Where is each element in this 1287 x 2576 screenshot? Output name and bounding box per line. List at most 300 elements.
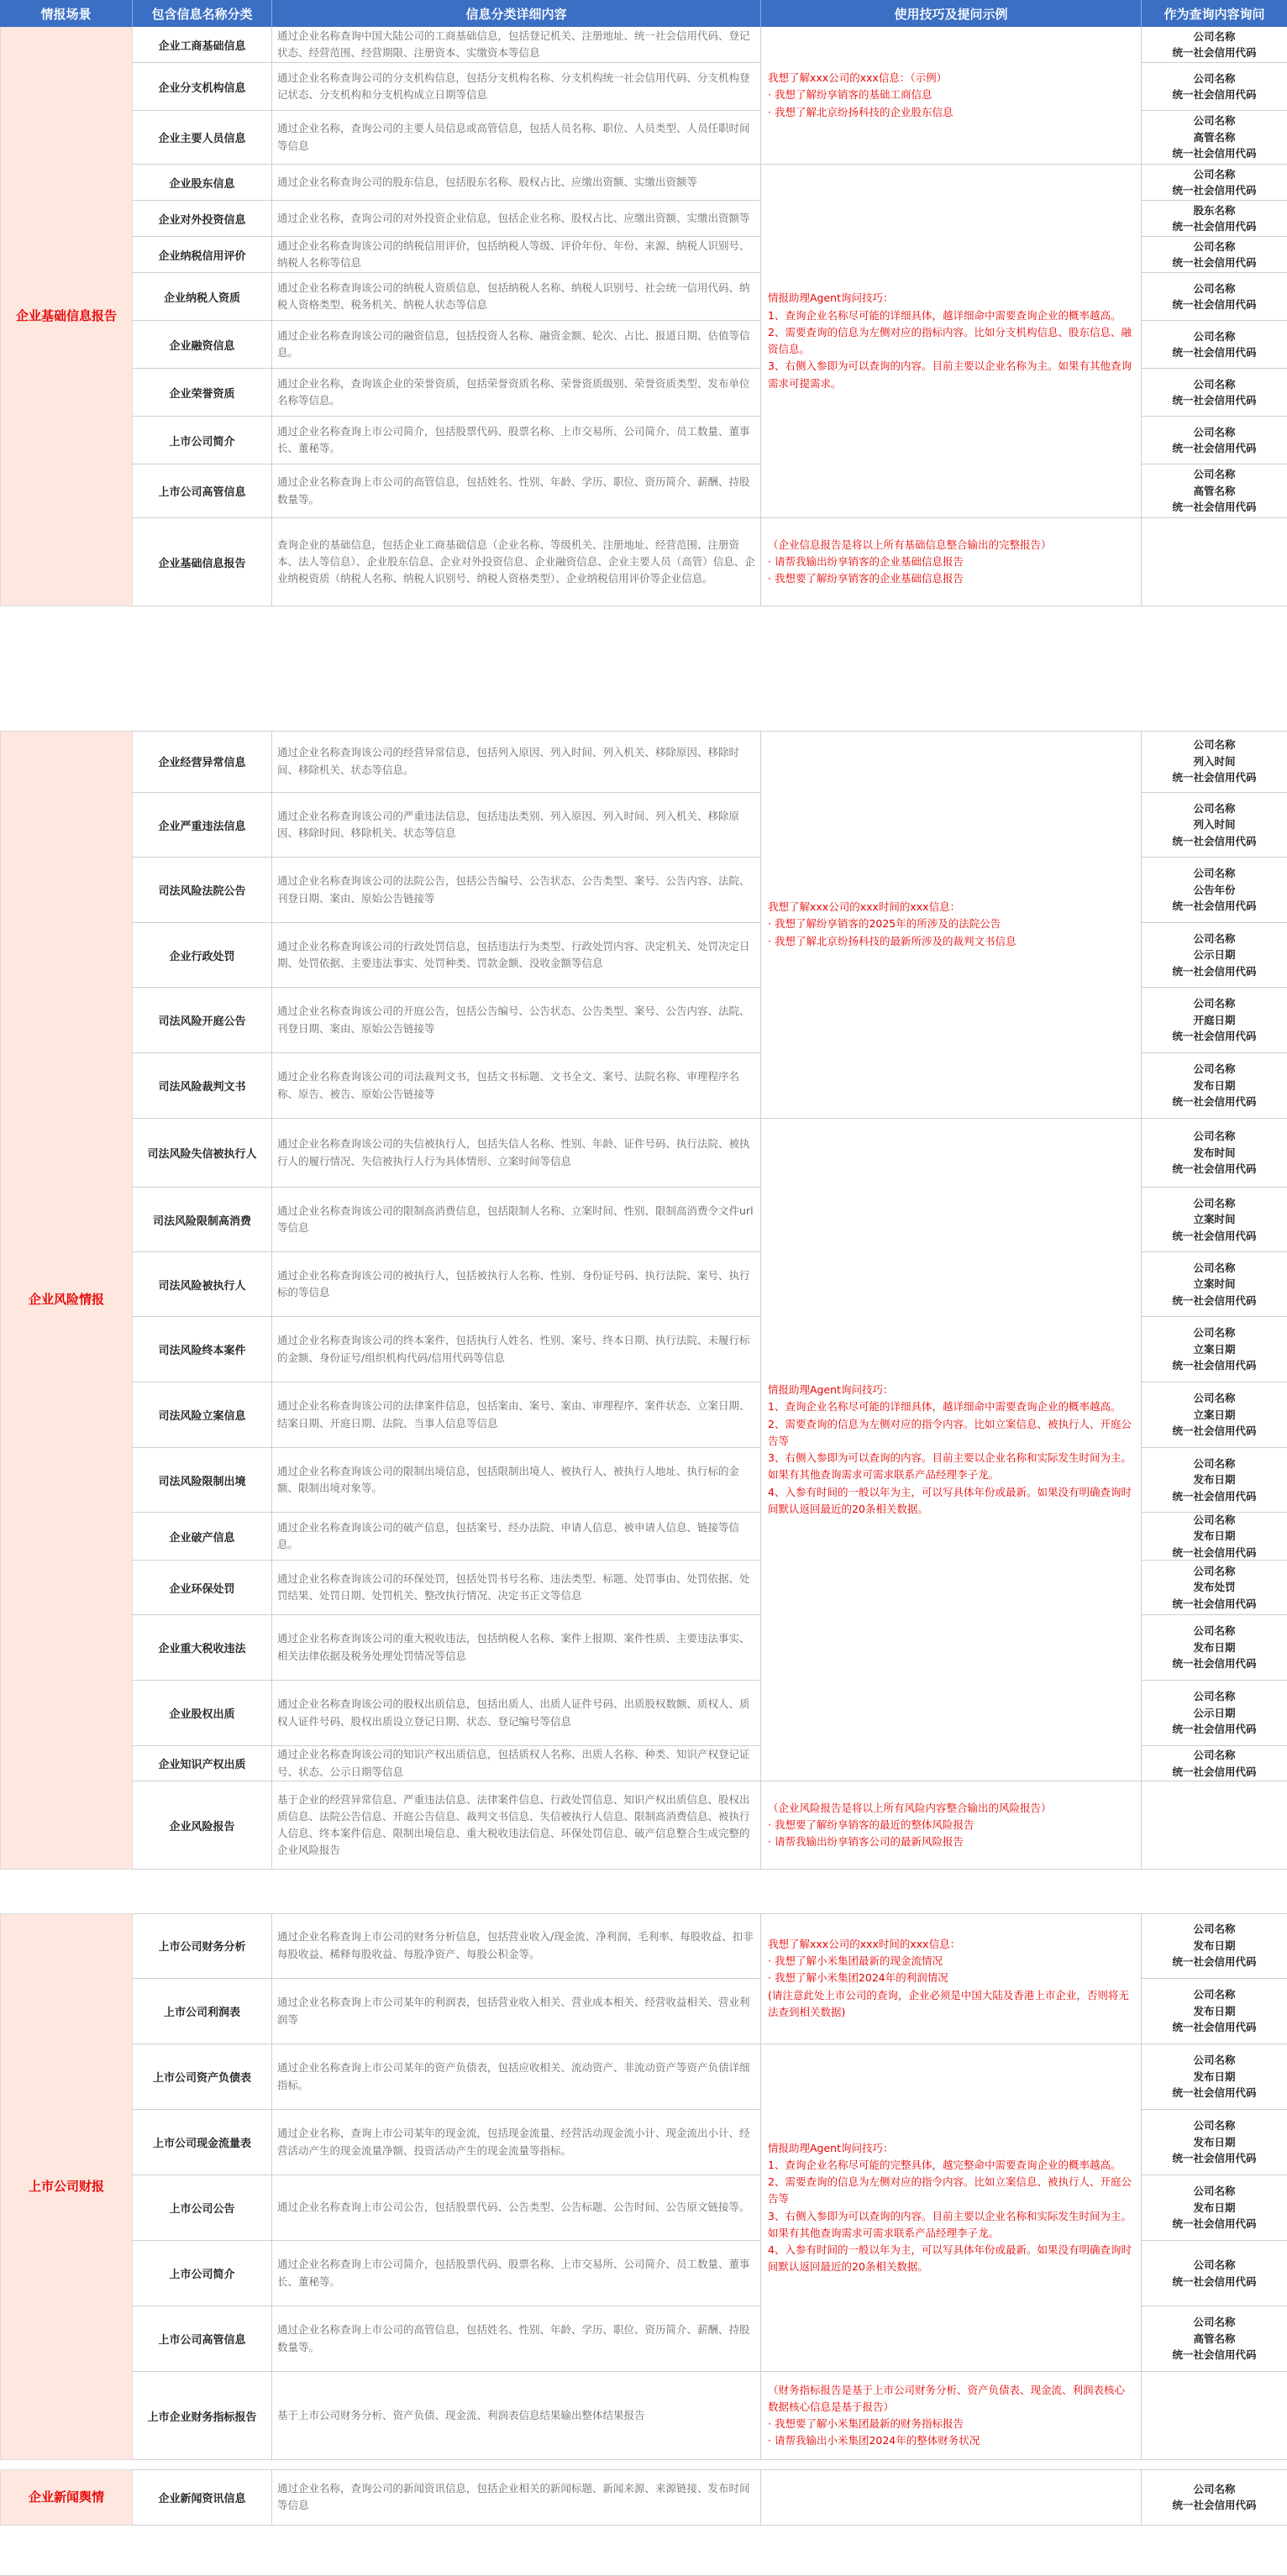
header-category: 包含信息名称分类 [133, 0, 272, 27]
category-detail [272, 417, 761, 464]
tip-line: · 我想要了解纷享销客的企业基础信息报告 [768, 572, 964, 585]
query-field-item: 立案日期 [1193, 1408, 1236, 1421]
query-fields [1142, 731, 1287, 793]
usage-tips [761, 1119, 1142, 1781]
tip-line: 我想了解xxx公司的xxx时间的xxx信息： [768, 1937, 961, 1950]
query-field-item: 发布日期 [1193, 2135, 1236, 2148]
category-detail [272, 111, 761, 165]
category-label: 企业严重违法信息 [158, 820, 246, 833]
query-field-item: 公司名称 [1193, 1749, 1236, 1762]
query-field-item: 立案时间 [1193, 1213, 1236, 1226]
query-fields [1142, 923, 1287, 988]
category-detail [272, 1513, 761, 1561]
query-fields [1142, 2469, 1287, 2526]
detail-text: 通过企业名称查询该公司的限制出境信息，包括限制出境人、被执行人、被执行人地址、执行标的金额、限制出境对象等。 [277, 1464, 740, 1494]
detail-text: 通过企业名称，查询上市公司某年的现金流，包括现金流量、经营活动现金流小计、现金流出小计、经营活动产生的现金流量净额、投资活动产生的现金流量等指标。 [277, 2127, 750, 2157]
query-field-item: 公司名称 [1193, 468, 1236, 481]
query-field-item: 公告年份 [1193, 883, 1236, 896]
category-label: 企业对外投资信息 [158, 213, 246, 227]
detail-text: 通过企业名称，查询该企业的荣誉资质，包括荣誉资质名称、荣誉资质级别、荣誉资质类型、发布单位名称等信息。 [277, 376, 750, 407]
category-name [133, 2110, 272, 2175]
category-name [133, 2175, 272, 2241]
query-fields [1142, 1188, 1287, 1252]
query-field-item: 统一社会信用代码 [1172, 1424, 1257, 1438]
query-fields [1142, 2110, 1287, 2175]
detail-text: 通过企业名称查询上市公司的高管信息，包括姓名、性别、年龄、学历、职位、资历简介、薪酬、持股数量等。 [277, 2323, 750, 2353]
tip-line: 3、右侧入参即为可以查询的内容。目前主要以企业名称和实际发生时间为主。如果有其他查询需求可需求联系产品经理李子龙。 [768, 2209, 1132, 2239]
query-field-item: 发布日期 [1193, 1473, 1236, 1487]
category-name [133, 2044, 272, 2110]
category-label: 上市公司公告 [169, 2203, 235, 2216]
query-fields [1142, 518, 1287, 606]
query-field-item: 公司名称 [1193, 281, 1236, 295]
category-detail [272, 1119, 761, 1188]
tip-line: · 请帮我输出小米集团2024年的整体财务状况 [768, 2434, 980, 2447]
category-name [133, 2469, 272, 2526]
tip-block [768, 1800, 1134, 1851]
category-label: 上市公司资产负债表 [152, 2072, 251, 2085]
category-name [133, 1053, 272, 1119]
category-name [133, 793, 272, 858]
scene-title: 企业风险情报 [28, 1292, 104, 1308]
detail-text: 通过企业名称查询该公司的法院公告，包括公告编号、公告状态、公告类型、案号、公告内容、法院、刊登日期、案由、原始公告链接等 [277, 874, 750, 905]
category-label: 司法风险法院公告 [158, 885, 246, 898]
query-field-item: 公司名称 [1193, 1062, 1236, 1076]
query-field-item: 列入时间 [1193, 818, 1236, 832]
query-fields [1142, 1615, 1287, 1681]
tip-line: · 请帮我输出纷享销客公司的最新风险报告 [768, 1835, 964, 1849]
category-name [133, 1317, 272, 1382]
tip-line: 2、需要查询的信息为左侧对应的指令内容。比如立案信息、被执行人、开庭公告等 [768, 2175, 1132, 2206]
tip-line: 1、查询企业名称尽可能的详细具体，越详细命中需要查询企业的概率越高。 [768, 308, 1122, 322]
query-fields [1142, 2372, 1287, 2460]
category-label: 企业分支机构信息 [158, 81, 246, 95]
category-detail [272, 1317, 761, 1382]
category-name [133, 2241, 272, 2306]
detail-text: 通过企业名称查询该公司的股权出质信息，包括出质人、出质人证件号码、出质股权数额、质权人、质权人证件号码、股权出质设立登记日期、状态、登记编号等信息 [277, 1697, 750, 1728]
query-field-item: 发布日期 [1193, 2070, 1236, 2083]
category-label: 上市公司简介 [169, 435, 235, 449]
query-field-item: 公司名称 [1193, 1988, 1236, 2002]
query-field-item: 统一社会信用代码 [1172, 2274, 1257, 2288]
query-field-item: 公司名称 [1193, 377, 1236, 391]
detail-text: 通过企业名称查询上市公司简介，包括股票代码、股票名称、上市交易所、公司简介、员工数量、董事长、董秘等。 [277, 2258, 750, 2288]
detail-text: 通过企业名称查询上市公司公告，包括股票代码、公告类型、公告标题、公告时间、公告原文链接等。 [277, 2201, 750, 2214]
query-field-item: 发布日期 [1193, 1640, 1236, 1654]
query-field-item: 公司名称 [1193, 801, 1236, 815]
category-detail [272, 273, 761, 321]
category-detail [272, 237, 761, 273]
category-label: 企业股东信息 [169, 177, 235, 191]
category-detail [272, 1615, 761, 1681]
query-field-item: 公司名称 [1193, 2259, 1236, 2272]
query-field-item: 公司名称 [1193, 1130, 1236, 1143]
category-name [133, 417, 272, 464]
query-field-item: 公司名称 [1193, 867, 1236, 880]
query-field-item: 开庭日期 [1193, 1013, 1236, 1026]
tip-line: · 我想要了解小米集团最新的财务指标报告 [768, 2417, 964, 2430]
category-name [133, 1382, 272, 1448]
query-field-item: 公司名称 [1193, 1624, 1236, 1638]
category-name [133, 858, 272, 923]
category-detail [272, 731, 761, 793]
detail-text: 通过企业名称查询该公司的纳税信用评价，包括纳税人等级、评价年份、年份、来源、纳税人识别号、纳税人名称等信息 [277, 239, 750, 269]
category-detail [272, 464, 761, 518]
tip-line: 我想了解xxx公司的xxx时间的xxx信息： [768, 900, 961, 914]
category-label: 企业重大税收违法 [158, 1643, 246, 1655]
category-detail [272, 2306, 761, 2372]
detail-text: 通过企业名称查询公司的分支机构信息，包括分支机构名称、分支机构统一社会信用代码、分支机构登记状态、分支机构和分支机构成立日期等信息 [277, 71, 750, 101]
query-field-item: 公司名称 [1193, 1392, 1236, 1405]
category-detail [272, 1188, 761, 1252]
category-label: 企业股权出质 [169, 1708, 235, 1721]
query-field-item: 公司名称 [1193, 425, 1236, 438]
query-field-item: 公司名称 [1193, 931, 1236, 945]
category-label: 企业工商基础信息 [158, 39, 246, 53]
query-fields [1142, 793, 1287, 858]
category-name [133, 464, 272, 518]
query-field-item: 高管名称 [1193, 2332, 1236, 2345]
tip-line: · 我想了解北京纷扬科技的最新所涉及的裁判文书信息 [768, 934, 1016, 947]
query-fields [1142, 1746, 1287, 1781]
section-scene-label [0, 27, 133, 606]
detail-text: 通过企业名称查询该公司的严重违法信息，包括违法类别、列入原因、列入时间、列入机关、移除原因、移除时间、移除机关、状态等信息 [277, 809, 740, 839]
query-field-item: 公司名称 [1193, 2054, 1236, 2067]
query-field-item: 公司名称 [1193, 1261, 1236, 1274]
category-detail [272, 2469, 761, 2526]
query-field-item: 统一社会信用代码 [1172, 442, 1257, 454]
detail-text: 通过企业名称查询上市公司某年的资产负债表，包括应收相关、流动资产、非流动资产等资产负债详细指标。 [277, 2061, 750, 2091]
detail-text: 通过企业名称查询该公司的环保处罚，包括处罚书号名称、违法类型、标题、处罚事由、处罚依据、处罚结果、处罚日期、处罚机关、整改执行情况、决定书正文等信息 [277, 1571, 750, 1602]
header-tips: 使用技巧及提问示例 [761, 0, 1142, 27]
query-field-item: 公司名称 [1193, 114, 1236, 128]
scene-title: 上市公司财报 [28, 2178, 104, 2194]
query-field-item: 统一社会信用代码 [1172, 1657, 1257, 1671]
tip-block [768, 70, 1134, 121]
tip-block [768, 2140, 1134, 2276]
category-label: 企业知识产权出质 [158, 1759, 246, 1771]
detail-text: 通过企业名称查询该公司的司法裁判文书，包括文书标题、文书全文、案号、法院名称、审理程序名称、原告、被告、原始公告链接等 [277, 1070, 740, 1100]
category-detail [272, 1252, 761, 1317]
query-field-item: 统一社会信用代码 [1172, 184, 1257, 197]
query-field-item: 发布时间 [1193, 1146, 1236, 1159]
category-label: 上市公司简介 [169, 2269, 235, 2281]
query-field-item: 统一社会信用代码 [1172, 147, 1257, 160]
query-field-item: 统一社会信用代码 [1172, 2021, 1257, 2034]
query-field-item: 公司名称 [1193, 1923, 1236, 1936]
category-name [133, 1781, 272, 1870]
query-field-item: 统一社会信用代码 [1172, 1359, 1257, 1372]
category-label: 企业纳税信用评价 [158, 249, 246, 263]
category-name [133, 1252, 272, 1317]
query-field-item: 立案时间 [1193, 1278, 1236, 1291]
category-detail [272, 1681, 761, 1746]
category-detail [272, 2372, 761, 2460]
category-detail [272, 1053, 761, 1119]
tips-empty [761, 2469, 1142, 2526]
query-field-item: 发布日期 [1193, 2201, 1236, 2214]
query-fields [1142, 2175, 1287, 2241]
category-label: 企业融资信息 [169, 339, 235, 353]
header-scene: 情报场景 [0, 0, 133, 27]
tip-line: （企业信息报告是将以上所有基础信息整合输出的完整报告） [768, 538, 1052, 551]
query-field-item: 发布处罚 [1193, 1581, 1236, 1594]
query-field-item: 统一社会信用代码 [1172, 1229, 1257, 1242]
query-field-item: 公司名称 [1193, 1196, 1236, 1209]
detail-text: 通过企业名称查询该公司的限制高消费信息，包括限制人名称、立案时间、性别、限制高消费令文件url等信息 [277, 1204, 754, 1234]
query-fields [1142, 165, 1287, 201]
tip-line: · 我想了解小米集团2024年的利润情况 [768, 1971, 948, 1985]
header-query-fields: 作为查询内容询问 [1142, 0, 1287, 27]
category-name [133, 321, 272, 369]
section-scene-label [0, 731, 133, 1870]
query-field-item: 公司名称 [1193, 29, 1236, 43]
detail-text: 通过企业名称查询该公司的开庭公告，包括公告编号、公告状态、公告类型、案号、公告内容、法院、刊登日期、案由、原始公告链接等 [277, 1005, 750, 1035]
usage-tips [761, 518, 1142, 606]
detail-text: 通过企业名称查询该公司的重大税收违法，包括纳税人名称、案件上报期、案件性质、主要违法事实、相关法律依据及税务处理处罚情况等信息 [277, 1632, 750, 1662]
category-detail [272, 1781, 761, 1870]
tip-line: 3、右侧入参即为可以查询的内容。目前主要以企业名称为主。如果有其他查询需求可提需求。 [768, 359, 1132, 390]
query-field-item: 统一社会信用代码 [1172, 1162, 1257, 1176]
query-field-item: 公司名称 [1193, 2119, 1236, 2133]
query-fields [1142, 858, 1287, 923]
category-detail [272, 1448, 761, 1513]
category-detail [272, 518, 761, 606]
header-detail: 信息分类详细内容 [272, 0, 761, 27]
category-name [133, 988, 272, 1053]
tip-line: （企业风险报告是将以上所有风险内容整合输出的风险报告） [768, 1801, 1052, 1814]
tip-line: （财务指标报告是基于上市公司财务分析、资产负债表、现金流、利润表核心数据核心信息是基于报告） [768, 2383, 1126, 2413]
query-field-item: 统一社会信用代码 [1172, 964, 1257, 978]
detail-text: 通过企业名称查询中国大陆公司的工商基础信息，包括登记机关、注册地址、统一社会信用代码、登记状态、经营范围、经营期限、注册资本、实缴资本等信息 [277, 29, 750, 59]
category-detail [272, 2044, 761, 2110]
query-field-item: 公示日期 [1193, 1706, 1236, 1719]
query-fields [1142, 1252, 1287, 1317]
query-fields [1142, 1913, 1287, 1979]
category-label: 司法风险终本案件 [158, 1345, 246, 1357]
category-detail [272, 1979, 761, 2044]
tip-line: · 我想了解北京纷扬科技的企业股东信息 [768, 105, 953, 118]
query-fields [1142, 237, 1287, 273]
detail-text: 基于上市公司财务分析、资产负债、现金流、利润表信息结果输出整体结果报告 [277, 2408, 645, 2421]
tip-block [768, 290, 1134, 392]
query-fields [1142, 1513, 1287, 1561]
category-detail [272, 2175, 761, 2241]
query-fields [1142, 2306, 1287, 2372]
query-field-item: 发布日期 [1193, 1939, 1236, 1952]
query-field-item: 统一社会信用代码 [1172, 1723, 1257, 1736]
query-fields [1142, 1317, 1287, 1382]
query-fields [1142, 2044, 1287, 2110]
category-detail [272, 1913, 761, 1979]
query-field-item: 统一社会信用代码 [1172, 1030, 1257, 1043]
category-label: 司法风险失信被执行人 [147, 1148, 257, 1161]
query-field-item: 公司名称 [1193, 738, 1236, 752]
category-label: 企业环保处罚 [169, 1582, 235, 1596]
section-gap [0, 606, 1287, 732]
detail-text: 通过企业名称查询上市公司的财务分析信息，包括营业收入/现金流、净利润、毛利率、每股收益、扣非每股收益、稀释每股收益、每股净资产、每股公积金等。 [277, 1930, 754, 1960]
usage-tips [761, 731, 1142, 1119]
tip-block [768, 2382, 1134, 2450]
category-detail [272, 369, 761, 417]
query-field-item: 统一社会信用代码 [1172, 394, 1257, 407]
query-fields [1142, 464, 1287, 518]
query-field-item: 发布日期 [1193, 1078, 1236, 1092]
query-field-item: 股东名称 [1193, 203, 1236, 217]
tip-line: 2、需要查询的信息为左侧对应的指令内容。比如立案信息、被执行人、开庭公告等 [768, 1417, 1132, 1447]
category-name [133, 1615, 272, 1681]
usage-tips [761, 2044, 1142, 2372]
query-fields [1142, 417, 1287, 464]
category-detail [272, 201, 761, 237]
query-fields [1142, 1382, 1287, 1448]
tip-line: · 我想了解纷享销客的基础工商信息 [768, 88, 932, 102]
detail-text: 通过企业名称查询该公司的失信被执行人，包括失信人名称、性别、年龄、证件号码、执行法院、被执行人的履行情况、失信被执行人行为具体情形、立案时间等信息 [277, 1137, 750, 1167]
query-fields [1142, 273, 1287, 321]
tip-line: 4、入参有时间的一般以年为主，可以写具体年份或最新。如果没有明确查询时间默认返回最近的20条相关数据。 [768, 1485, 1132, 1515]
category-detail [272, 2241, 761, 2306]
category-label: 上市公司高管信息 [158, 486, 246, 499]
category-name [133, 369, 272, 417]
tip-line: 3、右侧入参即为可以查询的内容。目前主要以企业名称和实际发生时间为主。如果有其他查询需求可需求联系产品经理李子龙。 [768, 1451, 1132, 1482]
query-fields [1142, 1979, 1287, 2044]
category-detail [272, 165, 761, 201]
usage-tips [761, 1913, 1142, 2044]
query-fields [1142, 1119, 1287, 1188]
category-name [133, 1119, 272, 1188]
tip-line: 1、查询企业名称尽可能的完整具体，越完整命中需要查询企业的概率越高。 [768, 2158, 1122, 2171]
query-field-item: 公司名称 [1193, 997, 1236, 1010]
detail-text: 查询企业的基础信息，包括企业工商基础信息（企业名称、等级机关、注册地址、经营范围、注册资本、法人等信息）、企业股东信息、企业对外投资信息、企业融资信息、企业主要人员（高管）信息、企业纳税资质（纳税人名称、纳税人识别号、纳税人资格类型）、企业纳税信用评价等企业信息。 [277, 538, 755, 585]
query-field-item: 公司名称 [1193, 2185, 1236, 2198]
query-field-item: 公司名称 [1193, 1513, 1236, 1526]
detail-text: 通过企业名称查询该公司的经营异常信息，包括列入原因、列入时间、列入机关、移除原因、移除时间、移除机关、状态等信息。 [277, 746, 740, 776]
detail-text: 通过企业名称查询该公司的法律案件信息，包括案由、案号、案由、审理程序、案件状态、立案日期、结案日期、开庭日期、法院、当事人信息等信息 [277, 1399, 750, 1430]
query-fields [1142, 63, 1287, 111]
category-name [133, 518, 272, 606]
category-label: 企业荣誉资质 [169, 387, 235, 401]
query-field-item: 统一社会信用代码 [1172, 256, 1257, 269]
query-fields [1142, 1781, 1287, 1870]
tip-block [768, 537, 1134, 588]
detail-text: 通过企业名称，查询公司的新闻资讯信息，包括企业相关的新闻标题、新闻来源、来源链接、发布时间等信息 [277, 2481, 750, 2511]
query-field-item: 统一社会信用代码 [1172, 2086, 1257, 2100]
category-name [133, 1681, 272, 1746]
query-fields [1142, 27, 1287, 63]
category-label: 上市公司财务分析 [158, 1941, 246, 1954]
category-detail [272, 858, 761, 923]
tip-line: 情报助理Agent询问技巧： [768, 1383, 894, 1396]
detail-text: 通过企业名称查询该公司的被执行人，包括被执行人名称、性别、身份证号码、执行法院、案号、执行标的等信息 [277, 1268, 750, 1298]
category-name [133, 1513, 272, 1561]
query-field-item: 公司名称 [1193, 71, 1236, 85]
category-label: 司法风险裁判文书 [158, 1081, 246, 1094]
query-field-item: 公司名称 [1193, 1326, 1236, 1340]
category-detail [272, 1746, 761, 1781]
tip-line: 我想了解xxx公司的xxx信息：（示例） [768, 71, 948, 85]
detail-text: 通过企业名称，查询公司的对外投资企业信息，包括企业名称、股权占比、应缴出资额、实缴出资额等 [277, 211, 750, 224]
scene-title: 企业基础信息报告 [15, 308, 117, 324]
category-label: 企业纳税人资质 [163, 291, 240, 305]
category-label: 企业主要人员信息 [158, 133, 246, 145]
category-detail [272, 988, 761, 1053]
category-name [133, 1979, 272, 2044]
query-field-item: 统一社会信用代码 [1172, 46, 1257, 59]
category-label: 企业经营异常信息 [158, 757, 246, 769]
query-field-item: 统一社会信用代码 [1172, 2152, 1257, 2165]
query-field-item: 立案日期 [1193, 1342, 1236, 1356]
category-label: 企业破产信息 [169, 1531, 235, 1545]
query-field-item: 统一社会信用代码 [1172, 220, 1257, 233]
usage-tips [761, 165, 1142, 518]
usage-tips [761, 27, 1142, 165]
section-scene-label [0, 1913, 133, 2460]
detail-text: 通过企业名称查询上市公司某年的利润表，包括营业收入相关、营业成本相关、经营收益相关、营业利润等 [277, 1996, 750, 2026]
category-label: 企业行政处罚 [169, 950, 235, 963]
tip-block [768, 899, 1134, 950]
query-fields [1142, 2241, 1287, 2306]
tip-line: 情报助理Agent询问技巧： [768, 2141, 894, 2154]
category-detail [272, 793, 761, 858]
detail-text: 通过企业名称查询该公司的纳税人资质信息，包括纳税人名称、纳税人识别号、社会统一信用代码、纳税人资格类型、税务机关、纳税人状态等信息 [277, 281, 750, 311]
category-detail [272, 2110, 761, 2175]
query-field-item: 公司名称 [1193, 239, 1236, 253]
usage-tips [761, 2372, 1142, 2460]
query-field-item: 公司名称 [1193, 1456, 1236, 1470]
query-field-item: 统一社会信用代码 [1172, 1765, 1257, 1778]
query-field-item: 发布日期 [1193, 1529, 1236, 1543]
query-field-item: 公司名称 [1193, 2482, 1236, 2495]
category-name [133, 201, 272, 237]
category-label: 企业基础信息报告 [158, 557, 246, 570]
tip-line: · 请帮我输出纷享销客的企业基础信息报告 [768, 554, 964, 568]
category-name [133, 237, 272, 273]
query-field-item: 高管名称 [1193, 484, 1236, 497]
category-label: 企业风险报告 [169, 1820, 235, 1834]
category-name [133, 63, 272, 111]
category-label: 上市公司现金流量表 [152, 2138, 251, 2150]
tip-line: 情报助理Agent询问技巧： [768, 291, 894, 305]
category-label: 上市公司利润表 [163, 2007, 240, 2019]
query-field-item: 列入时间 [1193, 754, 1236, 768]
query-field-item: 统一社会信用代码 [1172, 2348, 1257, 2362]
category-name [133, 731, 272, 793]
category-name [133, 111, 272, 165]
query-field-item: 统一社会信用代码 [1172, 1095, 1257, 1109]
query-field-item: 统一社会信用代码 [1172, 501, 1257, 514]
category-name [133, 1913, 272, 1979]
detail-text: 通过企业名称查询该公司的破产信息，包括案号、经办法院、申请人信息、被申请人信息、链接等信息。 [277, 1520, 740, 1550]
category-label: 司法风险限制出境 [158, 1475, 246, 1488]
tip-line: · 我想了解纷享销客的2025年的所涉及的法院公告 [768, 917, 1001, 931]
detail-text: 通过企业名称查询该公司的融资信息，包括投资人名称、融资金额、轮次、占比、报道日期、估值等信息。 [277, 328, 750, 359]
tip-line: 4、入参有时间的一般以年为主，可以写具体年份或最新。如果没有明确查询时间默认返回最近的20条相关数据。 [768, 2243, 1132, 2274]
category-detail [272, 923, 761, 988]
query-fields [1142, 321, 1287, 369]
query-fields [1142, 1053, 1287, 1119]
tip-block [768, 1382, 1134, 1518]
query-field-item: 公司名称 [1193, 1690, 1236, 1703]
category-name [133, 923, 272, 988]
query-field-item: 统一社会信用代码 [1172, 1955, 1257, 1969]
query-field-item: 高管名称 [1193, 130, 1236, 144]
query-field-item: 统一社会信用代码 [1172, 771, 1257, 784]
query-fields [1142, 1681, 1287, 1746]
category-name [133, 1188, 272, 1252]
query-fields [1142, 369, 1287, 417]
detail-text: 通过企业名称查询该公司的行政处罚信息，包括违法行为类型、行政处罚内容、决定机关、处罚决定日期、处罚依据、主要违法事实、处罚种类、罚款金额、没收金额等信息 [277, 939, 750, 969]
category-name [133, 273, 272, 321]
